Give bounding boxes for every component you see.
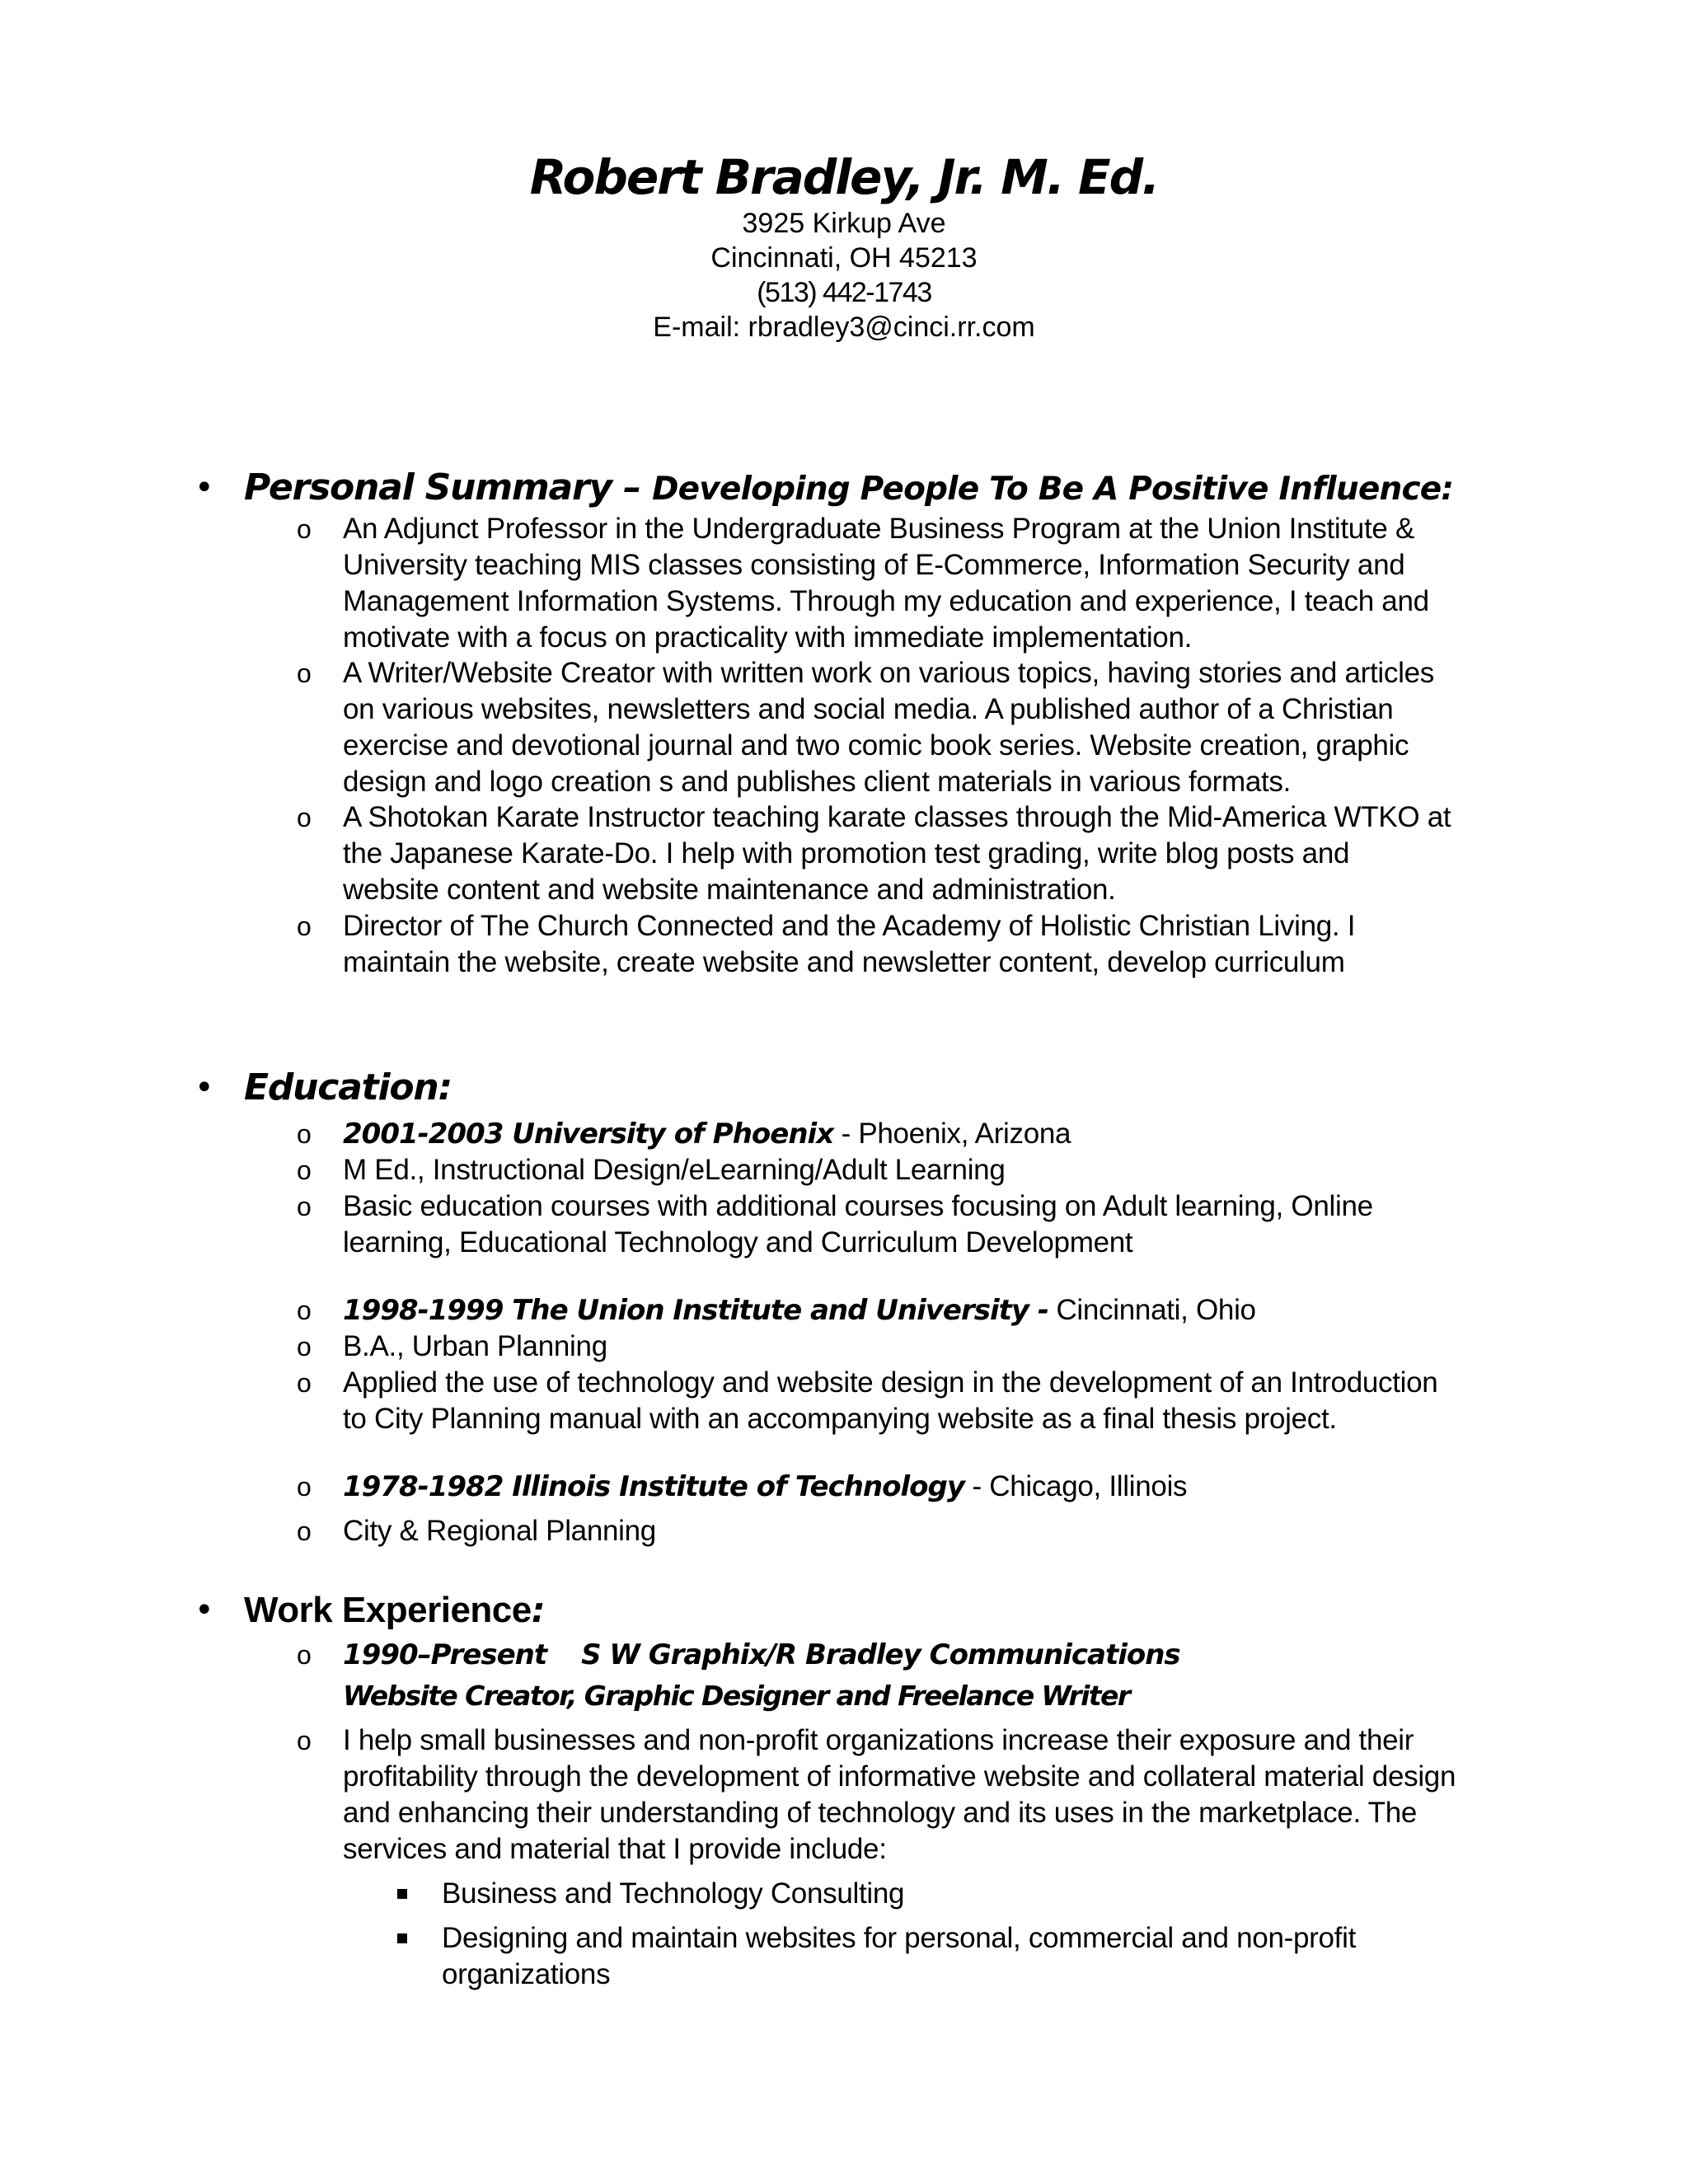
school-location: - Phoenix, Arizona	[833, 1118, 1071, 1150]
summary-title: Personal Summary –	[244, 466, 640, 509]
school-location: Cincinnati, Ohio	[1048, 1294, 1256, 1326]
school-heading: 1998-1999 The Union Institute and University -	[343, 1294, 1049, 1327]
degree-text: M Ed., Instructional Design/eLearning/Adult Learning	[343, 1154, 1006, 1186]
item-bullet: o	[297, 912, 312, 941]
item-bullet: o	[297, 1332, 312, 1361]
education-heading-line	[343, 1292, 1546, 1329]
item-bullet: o	[297, 1368, 312, 1398]
item-bullet: o	[297, 1472, 312, 1502]
applicant-name: Robert Bradley, Jr. M. Ed.	[529, 149, 1159, 205]
item-bullet: o	[297, 803, 312, 832]
degree-text: City & Regional Planning	[343, 1515, 656, 1547]
school-location: - Chicago, Illinois	[964, 1470, 1188, 1502]
section-bullet: •	[195, 469, 214, 507]
resume-header	[0, 148, 1688, 344]
education-detail-text: Applied the use of technology and website design in the development of an Introduction to City Planning manual with an accompanying website as a final thesis project.	[343, 1366, 1438, 1435]
degree-text: B.A., Urban Planning	[343, 1330, 607, 1362]
email-address: E-mail: rbradley3@cinci.rr.com	[653, 312, 1035, 343]
summary-item-text: Director of The Church Connected and the Academy of Holistic Christian Living. I maintain the website, create website and newsletter content, develop curriculum	[343, 910, 1356, 978]
job-role-line	[343, 1678, 1546, 1714]
square-bullet-icon	[397, 1933, 407, 1943]
summary-item-text: An Adjunct Professor in the Undergraduate Business Program at the Union Institute & University teaching MIS classes consisting of E-Commerce, Information Security and Management Information Systems. Through my education and experience, I teach and motivate with a focus on practicality with immediate implementation.	[343, 513, 1429, 654]
item-bullet: o	[297, 1192, 312, 1221]
summary-subtitle: Developing People To Be A Positive Influence:	[652, 471, 1454, 508]
item-bullet: o	[297, 1726, 312, 1755]
phone-number: (513) 442-1743	[757, 277, 931, 308]
section-bullet: •	[195, 1591, 214, 1629]
item-bullet: o	[297, 514, 312, 544]
summary-item-text: A Writer/Website Creator with written work on various topics, having stories and articles on various websites, newsletters and social media. A published author of a Christian exercise and devotional journal and two comic book series. Website creation, graphic design and logo creation s and publishes client materials in various formats.	[343, 657, 1434, 798]
section-title	[244, 466, 1453, 511]
education-title: Education:	[244, 1066, 452, 1108]
item-bullet: o	[297, 1640, 312, 1670]
service-text: Business and Technology Consulting	[442, 1877, 905, 1910]
service-text: Designing and maintain websites for personal, commercial and non-profit organizations	[442, 1922, 1357, 1990]
job-role-text: Website Creator, Graphic Designer and Freelance Writer	[343, 1680, 1130, 1712]
job-description-text: I help small businesses and non-profit organizations increase their exposure and their profitability through the development of informative website and collateral material design and enhancing their understanding of technology and its uses in the marketplace. The services and material that I provide include:	[343, 1724, 1456, 1865]
school-heading: 2001-2003 University of Phoenix	[343, 1118, 834, 1151]
item-bullet: o	[297, 1296, 312, 1325]
item-bullet: o	[297, 1516, 312, 1546]
section-bullet: •	[195, 1069, 214, 1107]
section-title	[244, 1589, 545, 1632]
job-dates: 1990–Present	[343, 1638, 547, 1671]
job-heading-line	[343, 1637, 1546, 1673]
job-company: S W Graphix/R Bradley Communications	[581, 1638, 1180, 1671]
item-bullet: o	[297, 1155, 312, 1185]
school-heading: 1978-1982 Illinois Institute of Technology	[343, 1470, 965, 1503]
item-bullet: o	[297, 1119, 312, 1149]
square-bullet-icon	[397, 1889, 407, 1899]
address-street: 3925 Kirkup Ave	[742, 208, 946, 239]
work-title: Work Experience	[244, 1590, 532, 1630]
education-heading-line	[343, 1116, 1546, 1152]
work-title-colon: :	[531, 1590, 545, 1630]
education-detail-text: Basic education courses with additional courses focusing on Adult learning, Online learning, Educational Technology and Curriculum Development	[343, 1190, 1373, 1258]
address-city: Cincinnati, OH 45213	[710, 242, 978, 274]
summary-item-text: A Shotokan Karate Instructor teaching karate classes through the Mid-America WTKO at the Japanese Karate-Do. I help with promotion test grading, write blog posts and website content and website maintenance and administration.	[343, 801, 1451, 906]
education-heading-line	[343, 1469, 1546, 1505]
item-bullet: o	[297, 658, 312, 688]
